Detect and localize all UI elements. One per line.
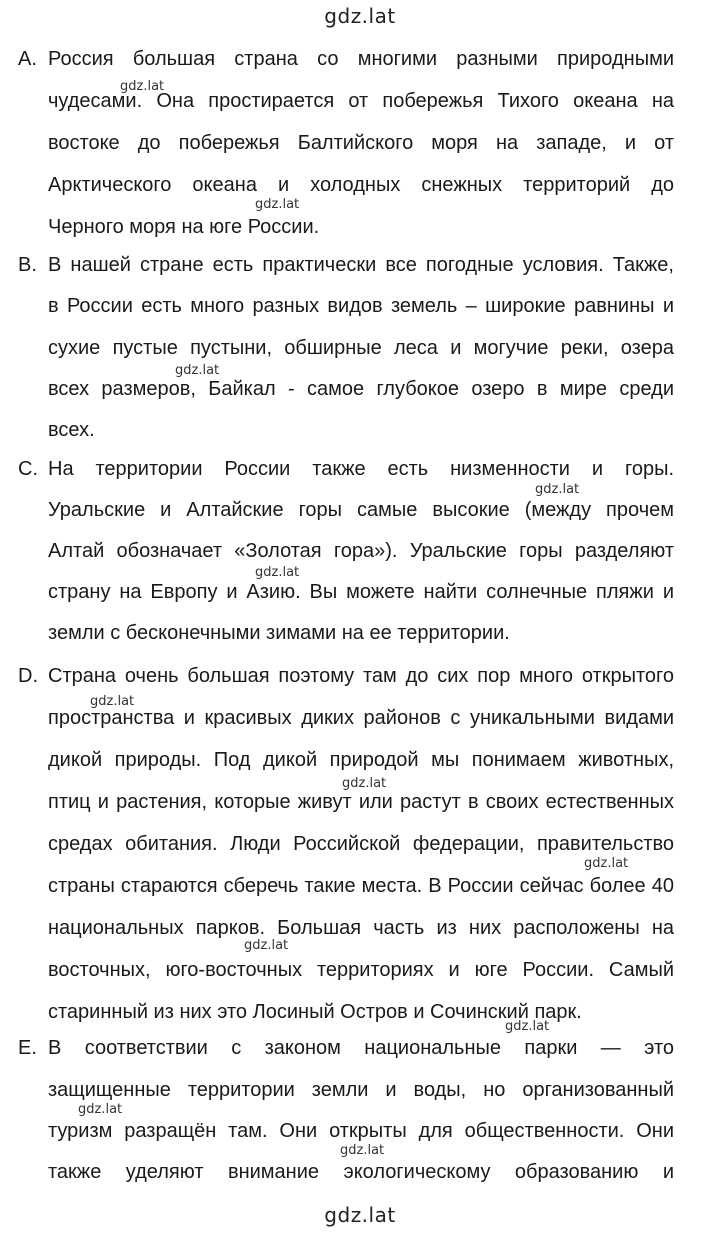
text-line: защищенные территории земли и воды, но организованный [48, 1079, 674, 1101]
text-line: также уделяют внимание экологическому образованию и [48, 1161, 674, 1183]
inline-watermark: gdz.lat [90, 694, 135, 709]
text-line: всех размеров, Байкал - самое глубокое озеро в мире среди [48, 378, 674, 400]
text-line: В соответствии с законом национальные парки — это [48, 1037, 674, 1059]
text-line: всех. [48, 419, 95, 441]
inline-watermark: gdz.lat [255, 565, 300, 580]
inline-watermark: gdz.lat [505, 1019, 550, 1034]
text-line: в России есть много разных видов земель – широкие равнины и [48, 295, 674, 317]
inline-watermark: gdz.lat [244, 938, 289, 953]
text-line: дикой природы. Под дикой природой мы понимаем животных, [48, 749, 674, 771]
paragraph-marker: A. [18, 48, 37, 70]
header-watermark: gdz.lat [324, 4, 396, 28]
inline-watermark: gdz.lat [340, 1143, 385, 1158]
text-line: земли с бесконечными зимами на ее территории. [48, 622, 510, 644]
text-line: Россия большая страна со многими разными природными [48, 48, 674, 70]
text-line: страну на Европу и Азию. Вы можете найти солнечные пляжи и [48, 581, 674, 603]
text-line: сухие пустые пустыни, обширные леса и могучие реки, озера [48, 337, 674, 359]
text-line: пространства и красивых диких районов с уникальными видами [48, 707, 674, 729]
inline-watermark: gdz.lat [342, 776, 387, 791]
text-line: Страна очень большая поэтому там до сих пор много открытого [48, 665, 674, 687]
text-line: национальных парков. Большая часть из них расположены на [48, 917, 674, 939]
inline-watermark: gdz.lat [535, 482, 580, 497]
inline-watermark: gdz.lat [120, 79, 165, 94]
text-line: туризм разращён там. Они открыты для общественности. Они [48, 1120, 674, 1142]
text-line: На территории России также есть низменности и горы. [48, 458, 674, 480]
text-line: страны стараются сберечь такие места. В России сейчас более 40 [48, 875, 674, 897]
paragraph-marker: D. [18, 665, 38, 687]
text-line: востоке до побережья Балтийского моря на западе, и от [48, 132, 674, 154]
inline-watermark: gdz.lat [175, 363, 220, 378]
text-line: Черного моря на юге России. [48, 216, 320, 238]
text-line: В нашей стране есть практически все погодные условия. Также, [48, 254, 674, 276]
text-line: восточных, юго-восточных территориях и юге России. Самый [48, 959, 674, 981]
text-line: старинный из них это Лосиный Остров и Сочинский парк. [48, 1001, 582, 1023]
text-line: Алтай обозначает «Золотая гора»). Уральские горы разделяют [48, 540, 674, 562]
text-line: Уральские и Алтайские горы самые высокие (между прочем [48, 499, 674, 521]
inline-watermark: gdz.lat [78, 1102, 123, 1117]
text-line: Арктического океана и холодных снежных территорий до [48, 174, 674, 196]
paragraph-marker: C. [18, 458, 38, 480]
paragraph-marker: B. [18, 254, 37, 276]
paragraph-marker: E. [18, 1037, 37, 1059]
footer-watermark: gdz.lat [324, 1203, 396, 1227]
text-line: птиц и растения, которые живут или растут в своих естественных [48, 791, 674, 813]
inline-watermark: gdz.lat [255, 197, 300, 212]
inline-watermark: gdz.lat [584, 856, 629, 871]
text-line: чудесами. Она простирается от побережья Тихого океана на [48, 90, 674, 112]
text-line: средах обитания. Люди Российской федерации, правительство [48, 833, 674, 855]
